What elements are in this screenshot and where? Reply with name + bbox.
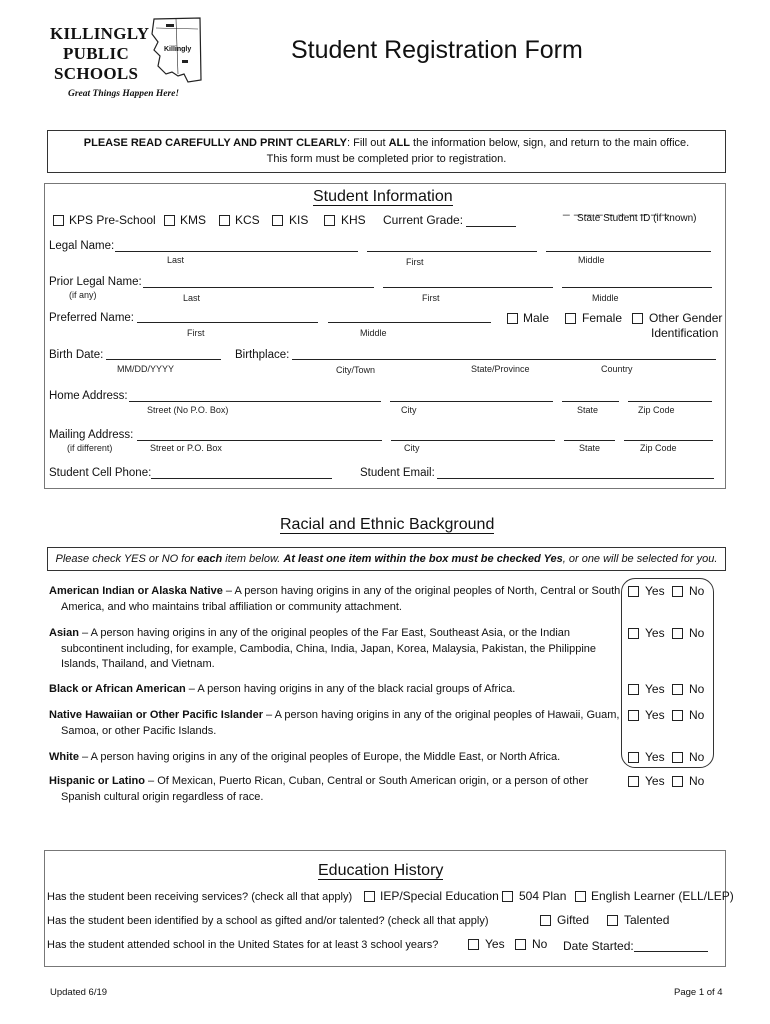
home-address-label: Home Address: <box>49 390 128 402</box>
legal-last-field[interactable] <box>115 251 358 252</box>
us-school-yes-label: Yes <box>485 937 505 951</box>
race-no-checkbox[interactable] <box>672 710 683 721</box>
iep-checkbox[interactable] <box>364 891 375 902</box>
education-title: Education History <box>318 862 444 879</box>
legal-middle-field[interactable] <box>546 251 711 252</box>
mailing-city-caption: City <box>404 443 420 453</box>
race-yes-label: Yes <box>645 708 665 722</box>
race-yes-label: Yes <box>645 682 665 696</box>
race-no-checkbox[interactable] <box>672 586 683 597</box>
gender-other-checkbox[interactable] <box>632 313 643 324</box>
talented-checkbox[interactable] <box>607 915 618 926</box>
gifted-checkbox[interactable] <box>540 915 551 926</box>
date-started-label: Date Started: <box>563 939 634 953</box>
race-yes-label: Yes <box>645 750 665 764</box>
birth-date-field[interactable] <box>106 359 221 360</box>
ell-label: English Learner (ELL/LEP) <box>591 889 734 903</box>
race-term: Native Hawaiian or Other Pacific Islander <box>49 709 263 721</box>
preferred-middle-caption: Middle <box>360 328 387 338</box>
prior-middle-caption: Middle <box>592 293 619 303</box>
race-yes-label: Yes <box>645 774 665 788</box>
race-yes-checkbox[interactable] <box>628 752 639 763</box>
gender-other-label: Other Gender <box>649 311 723 325</box>
gender-other-label-2: Identification <box>651 326 719 340</box>
student-email-label: Student Email: <box>360 467 435 479</box>
race-no-label: No <box>689 626 705 640</box>
date-started-field[interactable] <box>634 951 708 952</box>
home-street-field[interactable] <box>129 401 381 402</box>
birthplace-label: Birthplace: <box>235 349 290 361</box>
prior-last-field[interactable] <box>143 287 374 288</box>
prior-name-label: Prior Legal Name: <box>49 276 142 288</box>
racial-instruction <box>47 553 726 565</box>
home-state-caption: State <box>577 405 599 415</box>
race-no-label: No <box>689 750 705 764</box>
school-label-khs: KHS <box>341 213 366 227</box>
notice-text-b: the information below, sign, and return to the main office. <box>409 137 690 149</box>
birth-date-format: MM/DD/YYYY <box>117 364 175 374</box>
state-id-blanks[interactable]: _ _ _ _ _ _ _ _ _ _ <box>563 202 670 216</box>
logo-line-1: KILLINGLY <box>50 24 150 43</box>
school-checkbox-kcs[interactable] <box>219 215 230 226</box>
birthplace-country-caption: Country <box>601 364 633 374</box>
us-school-no-label: No <box>532 937 548 951</box>
legal-middle-caption: Middle <box>578 255 605 265</box>
birthplace-field[interactable] <box>292 359 716 360</box>
race-yes-label: Yes <box>645 626 665 640</box>
race-desc: – A person having origins in any of the original peoples of North, Central or South America, and who maintains tribal affiliation or community attachment. <box>61 585 621 613</box>
race-no-checkbox[interactable] <box>672 684 683 695</box>
race-no-checkbox[interactable] <box>672 752 683 763</box>
student-email-field[interactable] <box>437 478 714 479</box>
prior-last-caption: Last <box>183 293 201 303</box>
race-term: White <box>49 751 79 763</box>
birth-date-label: Birth Date: <box>49 349 104 361</box>
us-school-no-checkbox[interactable] <box>515 939 526 950</box>
notice-bold-all: ALL <box>388 137 410 149</box>
footer-page-number: Page 1 of 4 <box>674 987 723 998</box>
school-label-kps: KPS Pre-School <box>69 213 156 227</box>
preferred-middle-field[interactable] <box>328 322 491 323</box>
legal-first-field[interactable] <box>367 251 537 252</box>
birthplace-state-caption: State/Province <box>471 364 530 374</box>
logo-map-label: Killingly <box>164 46 192 53</box>
home-city-field[interactable] <box>390 401 553 402</box>
us-school-yes-checkbox[interactable] <box>468 939 479 950</box>
race-yes-checkbox[interactable] <box>628 710 639 721</box>
prior-first-caption: First <box>422 293 440 303</box>
prior-first-field[interactable] <box>383 287 553 288</box>
race-desc: – A person having origins in any of the black racial groups of Africa. <box>185 683 516 695</box>
instr-c: , or one will be selected for you. <box>562 553 718 565</box>
race-yes-checkbox[interactable] <box>628 628 639 639</box>
logo <box>46 16 206 106</box>
notice-text-a: : Fill out <box>347 137 389 149</box>
notice-bold: PLEASE READ CAREFULLY AND PRINT CLEARLY <box>83 137 347 149</box>
preferred-name-label: Preferred Name: <box>49 312 135 324</box>
page-title: Student Registration Form <box>291 36 583 64</box>
mailing-zip-caption: Zip Code <box>640 443 677 453</box>
instr-b: item below. <box>222 553 284 565</box>
race-term: American Indian or Alaska Native <box>49 585 223 597</box>
logo-line-2: PUBLIC <box>63 44 130 63</box>
home-city-caption: City <box>401 405 417 415</box>
race-black <box>49 682 621 698</box>
logo-line-3: SCHOOLS <box>54 64 139 83</box>
race-yes-checkbox[interactable] <box>628 776 639 787</box>
race-desc: – A person having origins in any of the original peoples of the Far East, Southeast Asia, or the Indian subcontinent including, for example, Cambodia, China, India, Japan, Korea, Malaysia, Pakistan, the Philippine Islands, Thailand, and Vietnam. <box>61 627 597 670</box>
race-no-label: No <box>689 774 705 788</box>
race-no-checkbox[interactable] <box>672 776 683 787</box>
talented-label: Talented <box>624 913 670 927</box>
instr-a: Please check YES or NO for <box>55 553 198 565</box>
mailing-city-field[interactable] <box>391 440 555 441</box>
yes-no-enclosure <box>621 578 714 768</box>
racial-title: Racial and Ethnic Background <box>280 516 495 533</box>
current-grade-field[interactable] <box>466 226 516 227</box>
home-state-field[interactable] <box>562 401 619 402</box>
preferred-first-caption: First <box>187 328 205 338</box>
services-question: Has the student been receiving services? (check all that apply) <box>47 891 353 903</box>
home-zip-caption: Zip Code <box>638 405 675 415</box>
gender-male-label: Male <box>523 311 550 325</box>
us-school-question: Has the student attended school in the United States for at least 3 school years? <box>47 939 439 951</box>
home-zip-field[interactable] <box>628 401 712 402</box>
instr-each: each <box>197 553 223 565</box>
prior-middle-field[interactable] <box>562 287 712 288</box>
race-hispanic <box>49 774 621 805</box>
home-street-caption: Street (No P.O. Box) <box>147 405 229 415</box>
race-desc: – A person having origins in any of the original peoples of Europe, the Middle East, or North Africa. <box>78 751 561 763</box>
instr-bold: At least one item within the box must be checked Yes <box>283 553 563 565</box>
race-no-label: No <box>689 584 705 598</box>
notice-line-2: This form must be completed prior to registration. <box>266 153 507 165</box>
footer-updated: Updated 6/19 <box>50 987 108 998</box>
race-american-indian <box>49 584 621 615</box>
prior-if-any: (if any) <box>69 290 97 300</box>
mailing-street-field[interactable] <box>137 440 382 441</box>
school-checkbox-khs[interactable] <box>324 215 335 226</box>
mailing-address-label: Mailing Address: <box>49 429 134 441</box>
race-term: Asian <box>49 627 79 639</box>
gender-male-checkbox[interactable] <box>507 313 518 324</box>
mailing-state-field[interactable] <box>564 440 615 441</box>
iep-label: IEP/Special Education <box>380 889 499 903</box>
school-label-kcs: KCS <box>235 213 260 227</box>
gifted-question: Has the student been identified by a school as gifted and/or talented? (check all that apply) <box>47 915 489 927</box>
race-yes-label: Yes <box>645 584 665 598</box>
student-info-title: Student Information <box>313 188 453 205</box>
race-white <box>49 750 621 766</box>
race-desc: – Of Mexican, Puerto Rican, Cuban, Central or South American origin, or a person of other Spanish cultural origin regardless of race. <box>61 775 589 803</box>
race-yes-checkbox[interactable] <box>628 586 639 597</box>
race-no-checkbox[interactable] <box>672 628 683 639</box>
birthplace-city-caption: City/Town <box>336 365 376 375</box>
mailing-state-caption: State <box>579 443 601 453</box>
mailing-street-caption: Street or P.O. Box <box>150 443 222 453</box>
gender-female-label: Female <box>582 311 623 325</box>
logo-tagline: Great Things Happen Here! <box>68 89 180 99</box>
school-label-kms: KMS <box>180 213 207 227</box>
race-term: Hispanic or Latino <box>49 775 145 787</box>
legal-first-caption: First <box>406 257 424 267</box>
gender-female-checkbox[interactable] <box>565 313 576 324</box>
school-checkbox-kps[interactable] <box>53 215 64 226</box>
race-yes-checkbox[interactable] <box>628 684 639 695</box>
ell-checkbox[interactable] <box>575 891 586 902</box>
race-desc: – A person having origins in any of the original peoples of Hawaii, Guam, Samoa, or other Pacific Islands. <box>61 709 620 737</box>
school-checkbox-kms[interactable] <box>164 215 175 226</box>
legal-name-label: Legal Name: <box>49 240 115 252</box>
cell-phone-label: Student Cell Phone: <box>49 467 152 479</box>
legal-last-caption: Last <box>167 255 185 265</box>
race-pacific-islander <box>49 708 621 739</box>
race-no-label: No <box>689 682 705 696</box>
notice-line-1 <box>47 137 726 149</box>
504-checkbox[interactable] <box>502 891 513 902</box>
current-grade-label: Current Grade: <box>383 213 464 227</box>
race-asian <box>49 626 621 673</box>
state-id-label: State Student ID (if known) <box>577 213 697 224</box>
school-label-kis: KIS <box>289 213 309 227</box>
preferred-first-field[interactable] <box>137 322 318 323</box>
race-term: Black or African American <box>49 683 186 695</box>
mailing-if-different: (if different) <box>67 443 113 453</box>
school-checkbox-kis[interactable] <box>272 215 283 226</box>
race-no-label: No <box>689 708 705 722</box>
mailing-zip-field[interactable] <box>624 440 713 441</box>
gifted-label: Gifted <box>557 913 590 927</box>
cell-phone-field[interactable] <box>151 478 332 479</box>
504-label: 504 Plan <box>519 889 567 903</box>
